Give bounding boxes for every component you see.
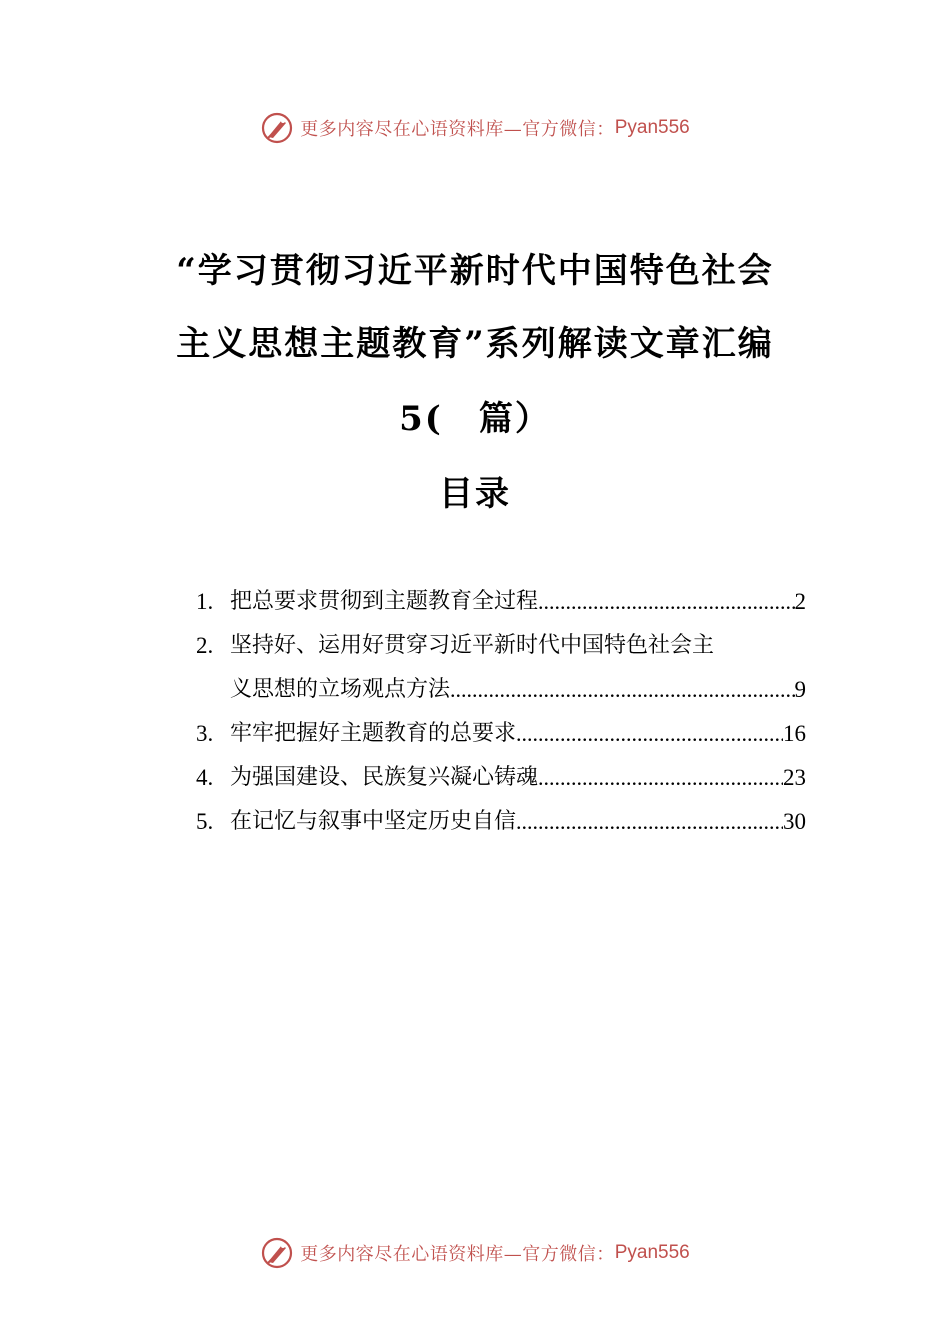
toc-item-title: 为强国建设、民族复兴凝心铸魂 [230, 765, 539, 790]
toc-item-page: 9 [794, 677, 806, 702]
toc-dot-leader [538, 756, 783, 800]
toc-item[interactable] [196, 580, 806, 624]
banner-text: 更多内容尽在心语资料库—官方微信： [300, 1244, 615, 1265]
toc-item-title: 在记忆与叙事中坚定历史自信 [230, 809, 517, 834]
toc-item[interactable] [196, 800, 806, 844]
banner-wechat-id: Pyan556 [614, 1242, 690, 1263]
toc-item-page: 16 [783, 721, 806, 746]
toc-item-number: 5. [196, 809, 214, 834]
toc-item[interactable] [196, 624, 806, 712]
toc-dot-leader [538, 580, 794, 624]
header-banner [0, 108, 950, 148]
table-of-contents [196, 580, 806, 844]
toc-item-page: 30 [783, 809, 806, 834]
toc-item-number: 4. [196, 765, 214, 790]
toc-heading: 目录 [439, 474, 511, 514]
toc-item-title-continued: 义思想的立场观点方法 [230, 677, 451, 702]
banner-wechat-id: Pyan556 [614, 117, 690, 138]
toc-item[interactable] [196, 712, 806, 756]
toc-dot-leader [516, 800, 783, 844]
fountain-pen-logo-icon [260, 1236, 294, 1270]
toc-item-title: 坚持好、运用好贯穿习近平新时代中国特色社会主 [230, 633, 715, 658]
toc-item-number: 2. [196, 633, 214, 658]
toc-item-title: 把总要求贯彻到主题教育全过程 [230, 589, 539, 614]
document-title-line-3: 5( 篇） [399, 399, 551, 439]
toc-item-title: 牢牢把握好主题教育的总要求 [230, 721, 517, 746]
footer-banner [0, 1233, 950, 1273]
banner-text: 更多内容尽在心语资料库—官方微信： [300, 119, 615, 140]
toc-item-page: 23 [783, 765, 806, 790]
toc-dot-leader [450, 668, 794, 712]
toc-item-number: 3. [196, 721, 214, 746]
fountain-pen-logo-icon [260, 111, 294, 145]
document-title-line-2: 主义思想主题教育”系列解读文章汇编 [176, 324, 774, 364]
toc-dot-leader [516, 712, 783, 756]
document-title-line-1: “学习贯彻习近平新时代中国特色社会 [176, 251, 774, 291]
toc-item-number: 1. [196, 589, 214, 614]
toc-item-page: 2 [794, 589, 806, 614]
toc-item[interactable] [196, 756, 806, 800]
